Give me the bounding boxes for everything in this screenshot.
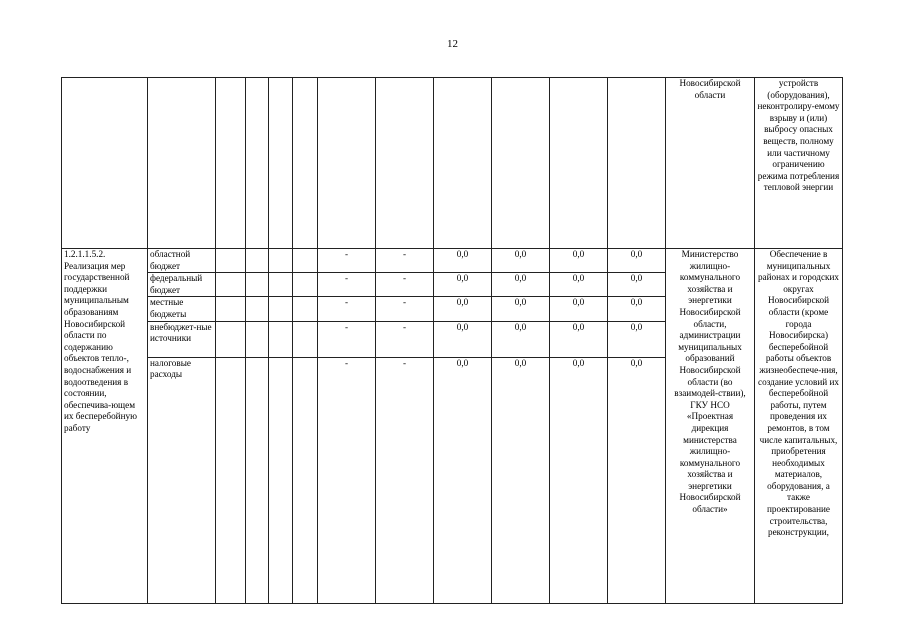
- value-cell: 0,0: [492, 297, 550, 321]
- result-tail-cell: устройств (оборудования), неконтролиру-емому взрыву и (или) выбросу опасных веществ, полному или частичному ограничению режима потребления тепловой энергии: [755, 78, 843, 249]
- empty-cell: [293, 78, 318, 249]
- empty-cell: [434, 78, 492, 249]
- value-cell: -: [376, 273, 434, 297]
- value-cell: 0,0: [608, 357, 666, 603]
- value-cell: -: [318, 321, 376, 357]
- empty-cell: [148, 78, 216, 249]
- value-cell: 0,0: [492, 357, 550, 603]
- value-cell: 0,0: [608, 321, 666, 357]
- program-measures-table: [61, 77, 843, 604]
- funding-source: налоговые расходы: [148, 357, 216, 603]
- value-cell: 0,0: [434, 321, 492, 357]
- funding-source: местные бюджеты: [148, 297, 216, 321]
- value-cell: -: [318, 297, 376, 321]
- empty-cell: [376, 78, 434, 249]
- funding-source: внебюджет-ные источники: [148, 321, 216, 357]
- measure-name-cell: 1.2.1.1.5.2. Реализация мер государственной поддержки муниципальным образованиям Новосибирской области по содержанию объектов тепло-, водоснабжения и водоотведения в состоянии, обеспечива-ющем их бесперебойную работу: [62, 249, 148, 604]
- empty-cell: [608, 78, 666, 249]
- funding-source: областной бюджет: [148, 249, 216, 273]
- page-number: 12: [447, 38, 458, 50]
- value-cell: 0,0: [434, 273, 492, 297]
- value-cell: -: [376, 297, 434, 321]
- value-cell: -: [318, 273, 376, 297]
- empty-cell: [318, 78, 376, 249]
- continuation-row: [62, 78, 843, 249]
- value-cell: 0,0: [434, 297, 492, 321]
- executor-cell: Министерство жилищно-коммунального хозяйства и энергетики Новосибирской области, администрации муниципальных образований Новосибирской области (во взаимодей-ствии), ГКУ НСО «Проектная дирекция министерства жилищно-коммунального хозяйства и энергетики Новосибирской области»: [666, 249, 755, 604]
- result-cell: Обеспечение в муниципальных районах и городских округах Новосибирской области (кроме города Новосибирска) бесперебойной работы объектов жизнеобеспече-ния, создание условий их бесперебойной работы, путем проведения их ремонтов, в том числе капитальных, приобретения необходимых материалов, оборудования, а также проектирование строительства, реконструкции,: [755, 249, 843, 604]
- empty-cell: [216, 78, 246, 249]
- value-cell: 0,0: [434, 249, 492, 273]
- value-cell: -: [318, 357, 376, 603]
- value-cell: -: [376, 357, 434, 603]
- value-cell: 0,0: [492, 249, 550, 273]
- value-cell: 0,0: [550, 273, 608, 297]
- value-cell: -: [376, 321, 434, 357]
- value-cell: 0,0: [608, 297, 666, 321]
- empty-cell: [269, 78, 293, 249]
- value-cell: 0,0: [550, 357, 608, 603]
- empty-cell: [492, 78, 550, 249]
- value-cell: 0,0: [550, 297, 608, 321]
- value-cell: 0,0: [434, 357, 492, 603]
- executor-tail-cell: Новосибирской области: [666, 78, 755, 249]
- value-cell: 0,0: [492, 273, 550, 297]
- empty-cell: [246, 78, 269, 249]
- value-cell: -: [376, 249, 434, 273]
- value-cell: 0,0: [550, 321, 608, 357]
- funding-source: федеральный бюджет: [148, 273, 216, 297]
- empty-cell: [62, 78, 148, 249]
- value-cell: 0,0: [550, 249, 608, 273]
- value-cell: 0,0: [492, 321, 550, 357]
- funding-row: [62, 249, 843, 273]
- value-cell: 0,0: [608, 249, 666, 273]
- empty-cell: [550, 78, 608, 249]
- value-cell: -: [318, 249, 376, 273]
- value-cell: 0,0: [608, 273, 666, 297]
